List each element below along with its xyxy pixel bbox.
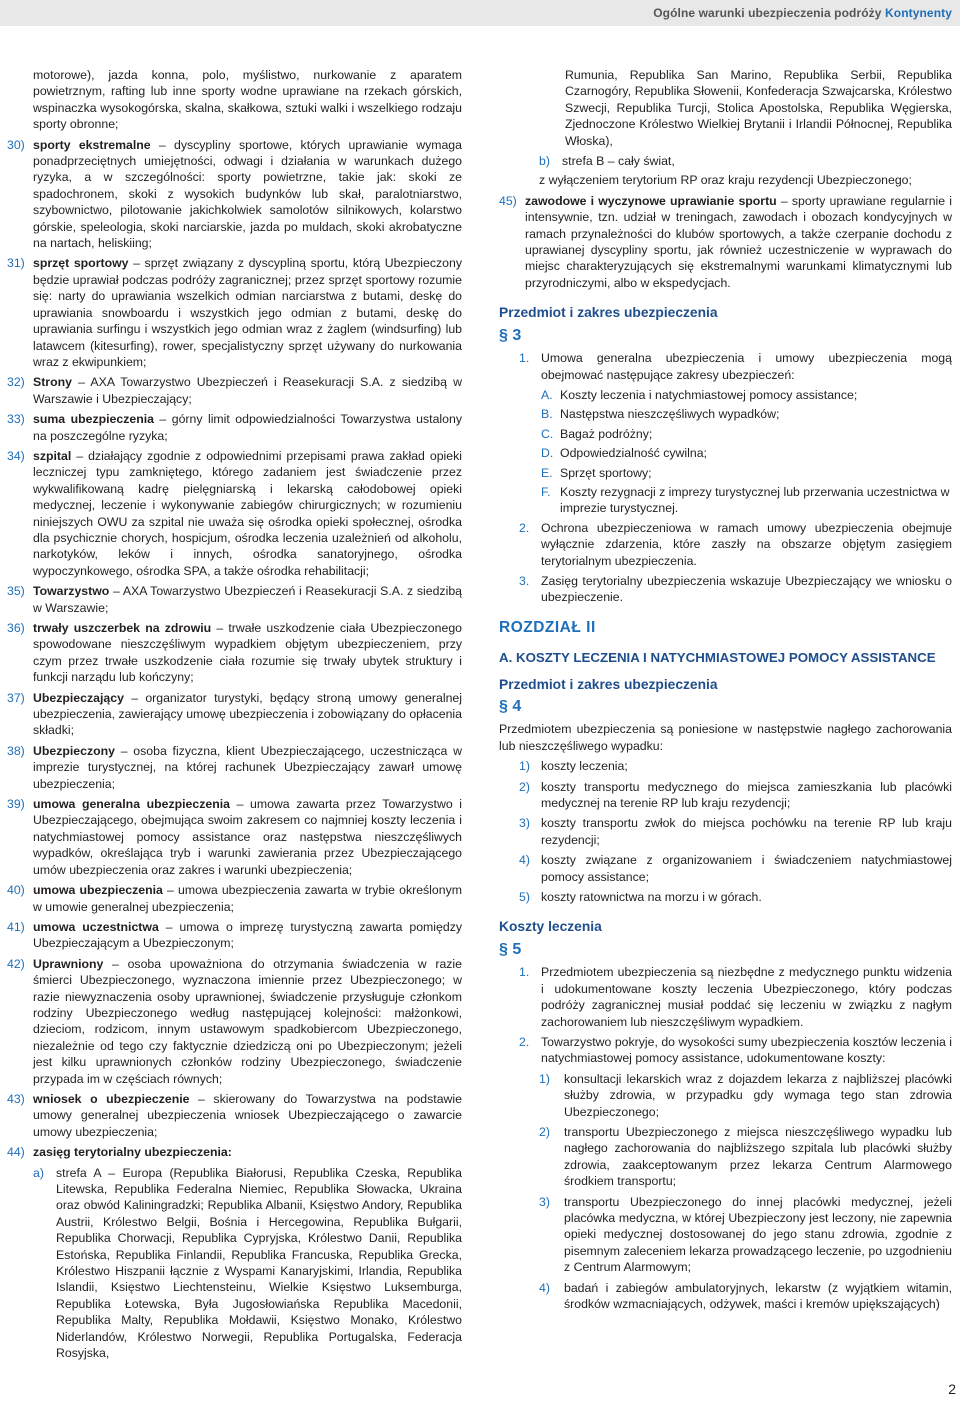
item-term: Ubezpieczony bbox=[33, 743, 115, 758]
p4-item-number: 4) bbox=[519, 853, 530, 868]
item-number: 36) bbox=[7, 621, 25, 635]
item-text: – umowa zawarta przez Towarzystwo i Ubezpieczającego, obejmująca swoim zakresem co najmniej koszty leczenia i natychmiastowej pomocy assistance oraz następstwa nieszczęśliwych wypadków, określająca tryb i warunki zawierania przez Ubezpieczającego umów ubezpieczenia oraz zakres i warunki ubezpieczenia; bbox=[33, 797, 463, 877]
p5-sub-item bbox=[539, 1124, 952, 1190]
range-text: Koszty rezygnacji z imprezy turystycznej lub przerwania uczestnictwa w imprezie turystycznej. bbox=[560, 484, 950, 516]
item-number: 30) bbox=[7, 137, 25, 152]
definition-item bbox=[7, 137, 462, 252]
page-header bbox=[0, 0, 960, 26]
item-term: sprzęt sportowy bbox=[33, 256, 129, 271]
item-body bbox=[33, 796, 462, 878]
item-body bbox=[33, 1144, 462, 1160]
p5-sub-number: 3) bbox=[539, 1194, 550, 1209]
item-text: – sprzęt związany z dyscypliną sportu, którą Ubezpieczony będzie uprawiał podczas podróży zagranicznej; przez sprzęt sportowy rozumie się: narty do uprawiania wszelkich odmian narciarstwa z butami, deskę do uprawiania snowboardu i wszystkich jego odmian z butami, deskę do uprawiania surfingu i wszystkich jego odmian wraz z żaglem (windsurfing) lub latawcem (kitesurfing), rower, specjalistyczny sprzęt używany do nurkowania wraz z ekwipunkiem; bbox=[33, 256, 463, 369]
item-body bbox=[33, 448, 462, 579]
paragraph-4-heading: § 4 bbox=[499, 698, 522, 715]
item-term: trwały uszczerbek na zdrowiu bbox=[33, 621, 212, 635]
item-text: – dyscypliny sportowe, których uprawianie wymaga ponadprzeciętnych umiejętności, odwagi i działania w warunkach dużego ryzyka, a w szczególności: sporty powietrzne, takie jak: skoki ze spadochronem, skoki z wysokich budynków lub skał, paralotniarstwo, szybownictwo, pilotowanie jakichkolwiek samolotów silnikowych, kolarstwo górskie, speleologia, skoki narciarskie, jazda po muldach, skoki akrobatyczne na nartach, heliskiing; bbox=[33, 137, 462, 251]
item-number: 40) bbox=[7, 883, 25, 898]
definition-item bbox=[7, 448, 462, 579]
p5-sub-number: 1) bbox=[539, 1071, 550, 1086]
item-number: 34) bbox=[7, 448, 25, 463]
item-body bbox=[33, 583, 462, 616]
paragraph-5-heading: § 5 bbox=[499, 940, 522, 958]
range-text: Odpowiedzialność cywilna; bbox=[560, 446, 707, 461]
p5-sub-item bbox=[539, 1280, 952, 1313]
item-text: – działający zgodnie z odpowiednimi przepisami prawa zakład opieki leczniczej typu zamkniętego, którego zadaniem jest świadczenie przez wykwalifikowaną kadrę pielęgniarską i lekarską całodobowej opieki medycznej, leczenie i wykonywanie zabiegów chirurgicznych; w rozumieniu niniejszych OWU za szpital nie uważa się ośrodka opieki społecznej, ośrodka dla psychicznie chorych, hospicjum, ośrodka leczenia uzależnień od alkoholu, narkotyków, leków i innych, ośrodka sanatoryjnego, ośrodka wypoczynkowego, ośrodka SPA, a także ośrodka rehabilitacji; bbox=[33, 448, 462, 578]
definition-item bbox=[7, 255, 462, 370]
item-term: umowa ubezpieczenia bbox=[33, 883, 163, 898]
item-number: 35) bbox=[7, 584, 25, 599]
section-title-scope-2: Przedmiot i zakres ubezpieczenia bbox=[499, 676, 718, 692]
p3-item-3: 3. Zasięg terytorialny ubezpieczenia wskazuje Ubezpieczający we wniosku o ubezpieczenie. bbox=[519, 573, 952, 605]
item-body bbox=[33, 919, 462, 952]
item-term: suma ubezpieczenia bbox=[33, 412, 154, 427]
range-text: Sprzęt sportowy; bbox=[560, 465, 652, 480]
zone-a-continued: Rumunia, Republika San Marino, Republika Serbii, Republika Czarnogóry, Republika Słowenii, Konfederacja Szwajcarska, Królestwo Szwecji, Republika Turcji, Stolica Apostolska, Republika Węgierska, Zjednoczone Królestwo Wielkiej Brytanii i Irlandii Północnej, Republika Włoska), bbox=[565, 68, 952, 148]
item-term: umowa generalna ubezpieczenia bbox=[33, 797, 230, 812]
item-text: – osoba fizyczna, klient Ubezpieczającego, uczestnicząca w imprezie turystycznej, na której rachunek Ubezpieczający zawarł umowę ubezpieczenia; bbox=[33, 743, 462, 791]
range-item bbox=[541, 445, 952, 461]
section-title-medical-costs: Koszty leczenia bbox=[499, 919, 602, 935]
item-text: – umowa o imprezę turystyczną zawarta pomiędzy Ubezpieczającym a Ubezpieczonym; bbox=[33, 919, 462, 951]
p4-item bbox=[519, 815, 952, 848]
range-item bbox=[541, 426, 952, 442]
definition-45 bbox=[499, 193, 952, 291]
item-term: wniosek o ubezpieczenie bbox=[33, 1091, 190, 1106]
p5-sub-text: konsultacji lekarskich wraz z dojazdem lekarza z najbliższej placówki służby zdrowia, w przypadku gdy wymaga tego stan zdrowia Ubezpieczonego; bbox=[564, 1071, 952, 1119]
item-body bbox=[33, 1091, 462, 1140]
item-body bbox=[33, 255, 462, 370]
item-term: zawodowe i wyczynowe uprawianie sportu bbox=[525, 193, 777, 208]
chapter-heading: ROZDZIAŁ II bbox=[499, 618, 596, 636]
zone-b bbox=[539, 153, 952, 169]
definitions-list bbox=[7, 137, 462, 1161]
page-number: 2 bbox=[948, 1380, 956, 1397]
range-letter: C. bbox=[541, 426, 554, 441]
p4-item-text: koszty leczenia; bbox=[541, 759, 628, 774]
zone-a-text: strefa A – Europa (Republika Białorusi, Republika Czeska, Republika Litewska, Republika Federalna Niemiec, Republika Słowacka, Ukraina oraz obwód Kaliningradzki; Republika Albanii, Księstwo Andory, Republika Austrii, Królestwo Belgii, Bośnia i Hercegowina, Republika Bułgarii, Republika Chorwacji, Republika Cypryjska, Królestwo Danii, Republika Estońska, Republika Finlandii, Republika Francuska, Republika Grecka, Królestwo Hiszpanii łącznie z Wyspami Kanaryjskimi, Irlandia, Republika Islandii, Księstwo Liechtensteinu, Wielkie Księstwo Luksemburga, Republika Łotewska, Była Jugosłowiańska Republika Macedonii, Republika Malty, Republika Mołdawii, Księstwo Monako, Królestwo Niderlandów, Królestwo Norwegii, Republika Portugalska, Federacja Rosyjska, bbox=[56, 1165, 462, 1361]
item-term: Ubezpieczający bbox=[33, 690, 124, 705]
item-body bbox=[33, 620, 462, 686]
p3-item-2: 2. Ochrona ubezpieczeniowa w ramach umowy ubezpieczenia obejmuje wyłącznie zdarzenia, które zaszły na obszarze objętym zasięgiem terytorialnym ubezpieczenia. bbox=[519, 520, 952, 568]
p4-item-number: 5) bbox=[519, 890, 530, 905]
p4-item-number: 3) bbox=[519, 816, 530, 831]
item-body bbox=[33, 956, 462, 1087]
item-body bbox=[33, 882, 462, 915]
p4-intro: Przedmiotem ubezpieczenia są poniesione w następstwie nagłego zachorowania lub nieszczęśliwego wypadku: bbox=[499, 722, 952, 753]
header-brand: Kontynenty bbox=[885, 6, 952, 20]
item-number: 45) bbox=[499, 193, 517, 208]
zone-a-label: a) bbox=[33, 1165, 44, 1180]
item-body bbox=[33, 137, 462, 252]
range-letter: A. bbox=[541, 387, 553, 402]
item-text: – górny limit odpowiedzialności Towarzystwa ustalony na poszczególne ryzyka; bbox=[33, 412, 462, 443]
intro-text: motorowe), jazda konna, polo, myślistwo, nurkowanie z aparatem powietrznym, rafting lub inne sporty wodne uprawiane na rzekach górskich, wspinaczka wysokogórska, skalna, skałkowa, sztuki walki i wszelkiego rodzaju sporty obronne; bbox=[33, 68, 462, 132]
p5-sub-item bbox=[539, 1071, 952, 1120]
definition-item bbox=[7, 882, 462, 915]
item-text: – AXA Towarzystwo Ubezpieczeń i Reasekuracji S.A. z siedzibą w Warszawie i Ubezpieczający; bbox=[33, 375, 462, 406]
range-item bbox=[541, 406, 952, 422]
item-term: sporty ekstremalne bbox=[33, 137, 151, 152]
p5-item-2: 2. Towarzystwo pokryje, do wysokości sumy ubezpieczenia kosztów leczenia i natychmiastowej pomocy assistance, udokumentowane koszty: bbox=[519, 1034, 952, 1066]
item-text: – skierowany do Towarzystwa na podstawie umowy generalnej ubezpieczenia wniosek Ubezpieczającego o zawarcie umowy ubezpieczenia; bbox=[33, 1091, 462, 1139]
item-term: umowa uczestnictwa bbox=[33, 919, 159, 934]
definition-item bbox=[7, 1144, 462, 1160]
range-text: Bagaż podróżny; bbox=[560, 426, 653, 441]
p5-sub-item bbox=[539, 1194, 952, 1276]
p4-item-text: koszty transportu medycznego do miejsca zamieszkania lub placówki medycznej na terenie RP lub kraju rezydencji; bbox=[541, 779, 952, 811]
item-term: zasięg terytorialny ubezpieczenia: bbox=[33, 1145, 232, 1160]
p5-sub-text: badań i zabiegów ambulatoryjnych, lekarstw (z wyjątkiem witamin, środków wzmacniających, odżywek, maści i kremów upiększających) bbox=[564, 1280, 952, 1311]
item-number: 44) bbox=[7, 1145, 25, 1160]
p5-sub-list bbox=[499, 1071, 952, 1313]
zone-b-text: strefa B – cały świat, bbox=[562, 154, 675, 169]
item-number: 43) bbox=[7, 1091, 25, 1106]
definition-item bbox=[7, 411, 462, 444]
definition-item bbox=[7, 919, 462, 952]
definition-item bbox=[7, 620, 462, 686]
p5-sub-number: 4) bbox=[539, 1280, 550, 1295]
item-body bbox=[33, 374, 462, 407]
item-number: 42) bbox=[7, 956, 25, 971]
p4-item-number: 2) bbox=[519, 779, 530, 794]
range-text: Koszty leczenia i natychmiastowej pomocy assistance; bbox=[560, 387, 858, 402]
item-text: – sporty uprawiane regularnie i intensywnie, tzn. udział w treningach, zawodach i obozach kondycyjnych w ramach przynależności do klubów sportowych, a także czerpanie dochodu z uprawianej dyscypliny sportu, jak również uczestniczenie w wyprawach do miejsc charakteryzujących się ekstremalnymi warunkami klimatycznymi lub przyrodniczymi, albo w ekspedycjach. bbox=[525, 193, 952, 290]
definition-item bbox=[7, 956, 462, 1087]
p4-list bbox=[499, 758, 952, 905]
range-item bbox=[541, 387, 952, 403]
item-body bbox=[33, 411, 462, 444]
item-term: Strony bbox=[33, 375, 72, 390]
zone-a bbox=[33, 1165, 462, 1362]
p4-item bbox=[519, 779, 952, 812]
item-number: 32) bbox=[7, 375, 25, 390]
range-item bbox=[541, 465, 952, 481]
range-text: Następstwa nieszczęśliwych wypadków; bbox=[560, 407, 780, 422]
zone-b-label: b) bbox=[539, 154, 550, 169]
p5-sub-number: 2) bbox=[539, 1124, 550, 1139]
item-body bbox=[33, 743, 462, 792]
definition-item bbox=[7, 583, 462, 616]
p4-item bbox=[519, 852, 952, 885]
zone-note: z wyłączeniem terytorium RP oraz kraju rezydencji Ubezpieczonego; bbox=[539, 173, 912, 188]
item-number: 37) bbox=[7, 690, 25, 705]
range-letter: D. bbox=[541, 446, 554, 461]
definition-item bbox=[7, 796, 462, 878]
p4-item bbox=[519, 889, 952, 905]
p5-sub-text: transportu Ubezpieczonego do innej placówki medycznej, jeżeli placówka medyczna, w której Ubezpieczony jest leczony, nie zapewnia opieki medycznej dostosowanej do jego stanu zdrowia, zgodnie z pisemnym zaleceniem lekarza prowadzącego leczenie, po uzgodnieniu z Centrum Alarmowym; bbox=[564, 1194, 952, 1275]
range-letter: F. bbox=[541, 484, 551, 499]
item-term: szpital bbox=[33, 448, 72, 463]
item-number: 33) bbox=[7, 412, 25, 427]
item-text: – AXA Towarzystwo Ubezpieczeń i Reasekuracji S.A. z siedzibą w Warszawie; bbox=[33, 584, 462, 615]
item-number: 31) bbox=[7, 256, 25, 271]
definition-item bbox=[7, 1091, 462, 1140]
p4-item-text: koszty ratownictwa na morzu i w górach. bbox=[541, 890, 762, 905]
range-item bbox=[541, 484, 952, 517]
range-letter: E. bbox=[541, 465, 553, 480]
insurance-ranges-list bbox=[499, 387, 952, 517]
item-body bbox=[33, 690, 462, 739]
paragraph-3-heading: § 3 bbox=[499, 326, 522, 344]
item-text: – umowa ubezpieczenia zawarta w trybie określonym w umowie generalnej ubezpieczenia; bbox=[33, 883, 462, 914]
p4-item-text: koszty związane z organizowaniem i świadczeniem natychmiastowej pomocy assistance; bbox=[541, 853, 952, 884]
item-text: – trwałe uszkodzenie ciała Ubezpieczonego spowodowane nieszczęśliwym wypadkiem objętym ubezpieczeniem, przy czym przez trwałe uszkodzenie ciała rozumie się trwały ubytek struktury i funkcji narządu lub kończyny; bbox=[33, 621, 462, 685]
p5-item-1: 1. Przedmiotem ubezpieczenia są niezbędne z medycznego punktu widzenia i udokumentowane koszty leczenia Ubezpieczonego, który podczas podróży zagranicznej musiał poddać się leczeniu w związku z nagłym zachorowaniem lub nieszczęśliwym wypadkiem. bbox=[519, 965, 952, 1029]
item-text: – osoba upoważniona do otrzymania świadczenia w razie śmierci Ubezpieczonego, wyznaczona imiennie przez Ubezpieczonego; w razie niewyznaczenia osoby uprawnionej, świadczenie przysługuje członkom rodziny Ubezpieczonego według następującej kolejności: małżonkowi, dzieciom, rodzicom, innym ustawowym spadkobiercom Ubezpieczonego, niezależnie od tego czy faktycznie dziedziczą oni po Ubezpieczonym; jeżeli jest kilku uprawnionych członków rodziny Ubezpieczonego, świadczenie przypada im w częściach równych; bbox=[33, 956, 462, 1086]
item-number: 38) bbox=[7, 743, 25, 758]
definition-item bbox=[7, 743, 462, 792]
section-a-heading: A. KOSZTY LECZENIA I NATYCHMIASTOWEJ POMOCY ASSISTANCE bbox=[499, 650, 936, 666]
item-number: 41) bbox=[7, 919, 25, 934]
item-term: Uprawniony bbox=[33, 956, 104, 971]
definition-item bbox=[7, 374, 462, 407]
right-column bbox=[499, 67, 952, 1316]
p4-item-number: 1) bbox=[519, 759, 530, 774]
left-column bbox=[7, 67, 462, 1364]
range-letter: B. bbox=[541, 407, 553, 422]
p4-item-text: koszty transportu zwłok do miejsca pochówku na terenie RP lub kraju rezydencji; bbox=[541, 816, 952, 847]
p3-item-1: 1. Umowa generalna ubezpieczenia i umowy ubezpieczenia mogą obejmować następujące zakresy ubezpieczeń: bbox=[519, 351, 952, 382]
definition-item bbox=[7, 690, 462, 739]
item-number: 39) bbox=[7, 797, 25, 812]
section-title-scope: Przedmiot i zakres ubezpieczenia bbox=[499, 305, 718, 321]
item-text: – organizator turystyki, będący stroną umowy generalnej ubezpieczenia, zawierający umowę ubezpieczenia i zobowiązany do opłacenia składki; bbox=[33, 690, 462, 738]
p4-item bbox=[519, 758, 952, 774]
header-title: Ogólne warunki ubezpieczenia podróży Kontynenty bbox=[653, 6, 952, 20]
item-term: Towarzystwo bbox=[33, 584, 110, 599]
p5-sub-text: transportu Ubezpieczonego z miejsca nieszczęśliwego wypadku lub nagłego zachorowania do najbliższego szpitala lub placówki służby zdrowia, zaakceptowanym przez lekarza Centrum Alarmowego środkiem transportu; bbox=[564, 1124, 952, 1189]
